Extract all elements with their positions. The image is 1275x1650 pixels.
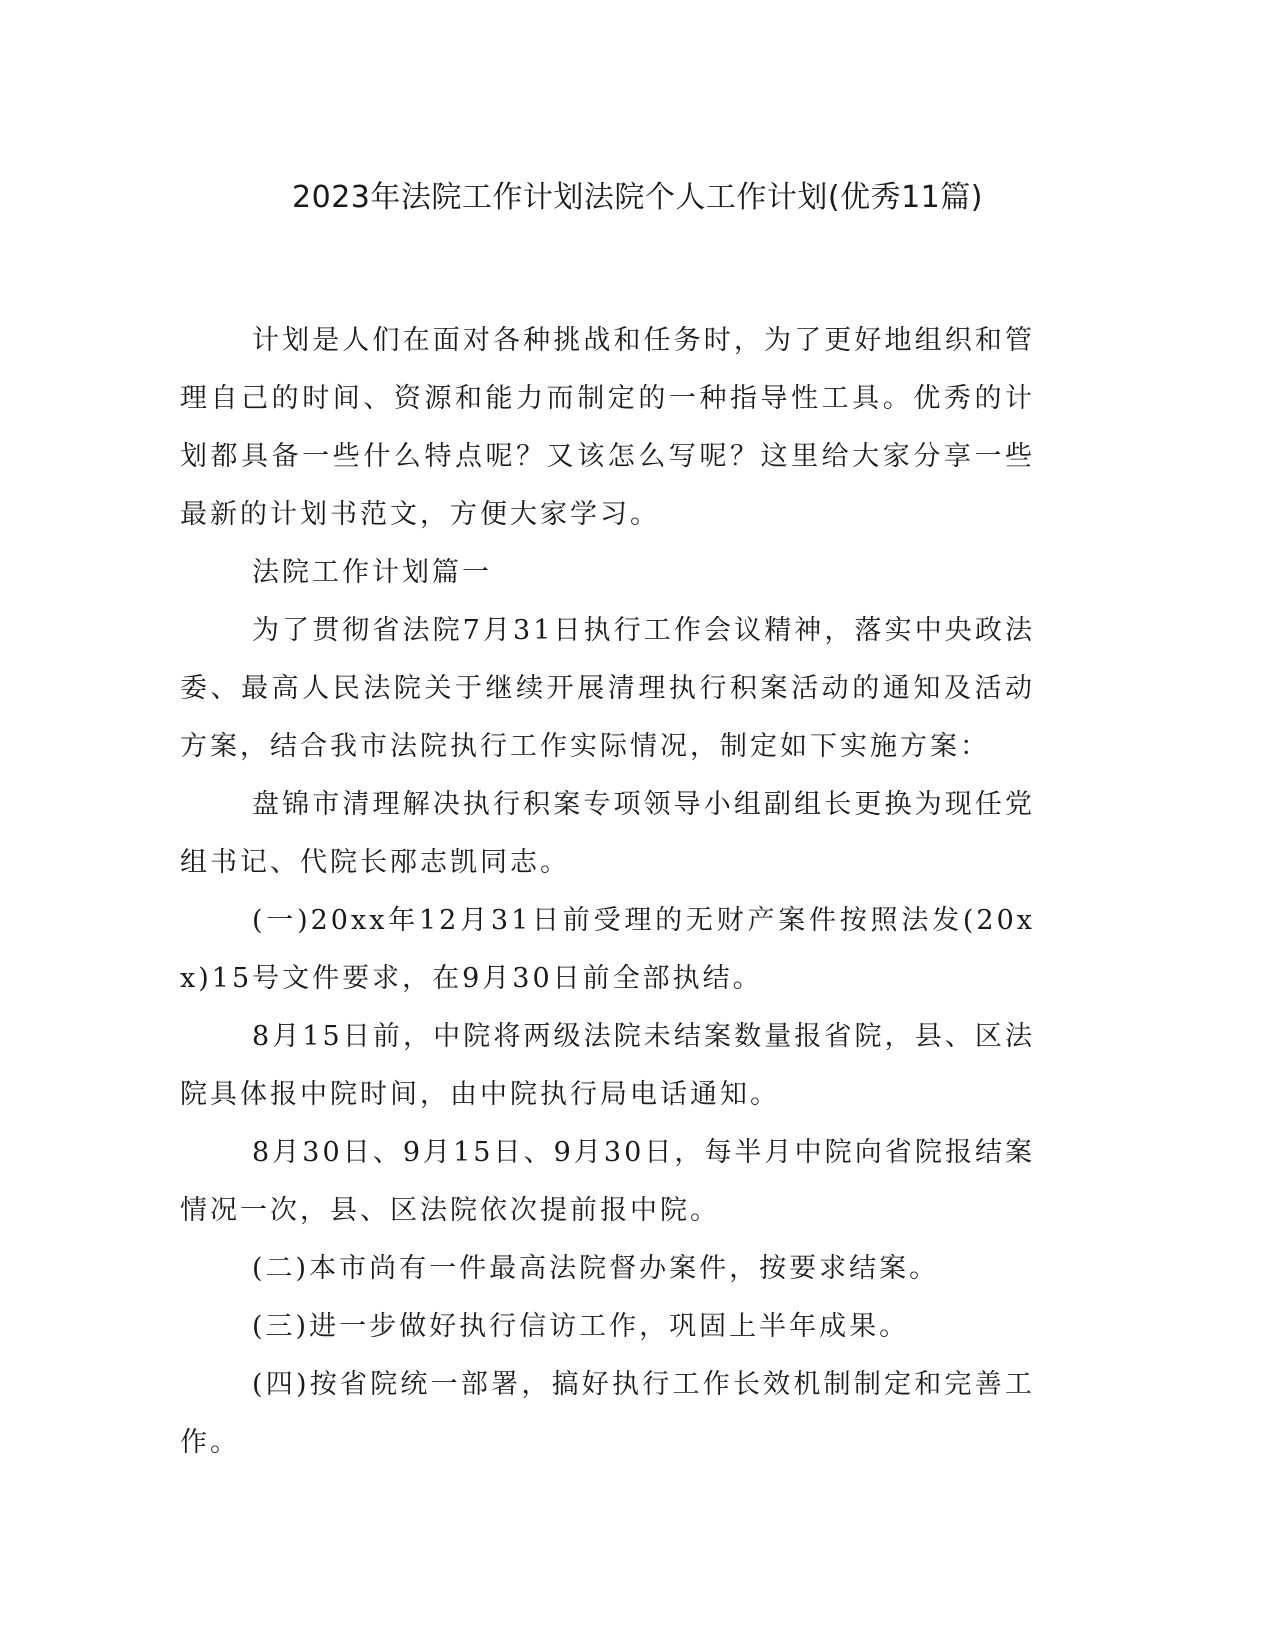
paragraph: (四)按省院统一部署，搞好执行工作长效机制制定和完善工作。 — [180, 1369, 1035, 1458]
paragraph: 盘锦市清理解决执行积案专项领导小组副组长更换为现任党组书记、代院长邴志凯同志。 — [180, 789, 1035, 878]
document-body — [180, 312, 1035, 1472]
paragraph: (二)本市尚有一件最高法院督办案件，按要求结案。 — [252, 1253, 940, 1284]
paragraph: (三)进一步做好执行信访工作，巩固上半年成果。 — [252, 1311, 910, 1342]
paragraph: 8月30日、9月15日、9月30日，每半月中院向省院报结案情况一次，县、区法院依次提前报中院。 — [180, 1137, 1035, 1226]
paragraph-intro: 计划是人们在面对各种挑战和任务时，为了更好地组织和管理自己的时间、资源和能力而制定的一种指导性工具。优秀的计划都具备一些什么特点呢？又该怎么写呢？这里给大家分享一些最新的计划书范文，方便大家学习。 — [180, 325, 1035, 530]
document-title: 2023年法院工作计划法院个人工作计划(优秀11篇) — [292, 180, 983, 215]
paragraph: (一)20xx年12月31日前受理的无财产案件按照法发(20xx)15号文件要求，在9月30日前全部执结。 — [180, 905, 1035, 994]
paragraph: 8月15日前，中院将两级法院未结案数量报省院，县、区法院具体报中院时间，由中院执行局电话通知。 — [180, 1021, 1035, 1110]
section-heading: 法院工作计划篇一 — [252, 557, 492, 588]
paragraph: 为了贯彻省法院7月31日执行工作会议精神，落实中央政法委、最高人民法院关于继续开展清理执行积案活动的通知及活动方案，结合我市法院执行工作实际情况，制定如下实施方案： — [180, 615, 1035, 762]
